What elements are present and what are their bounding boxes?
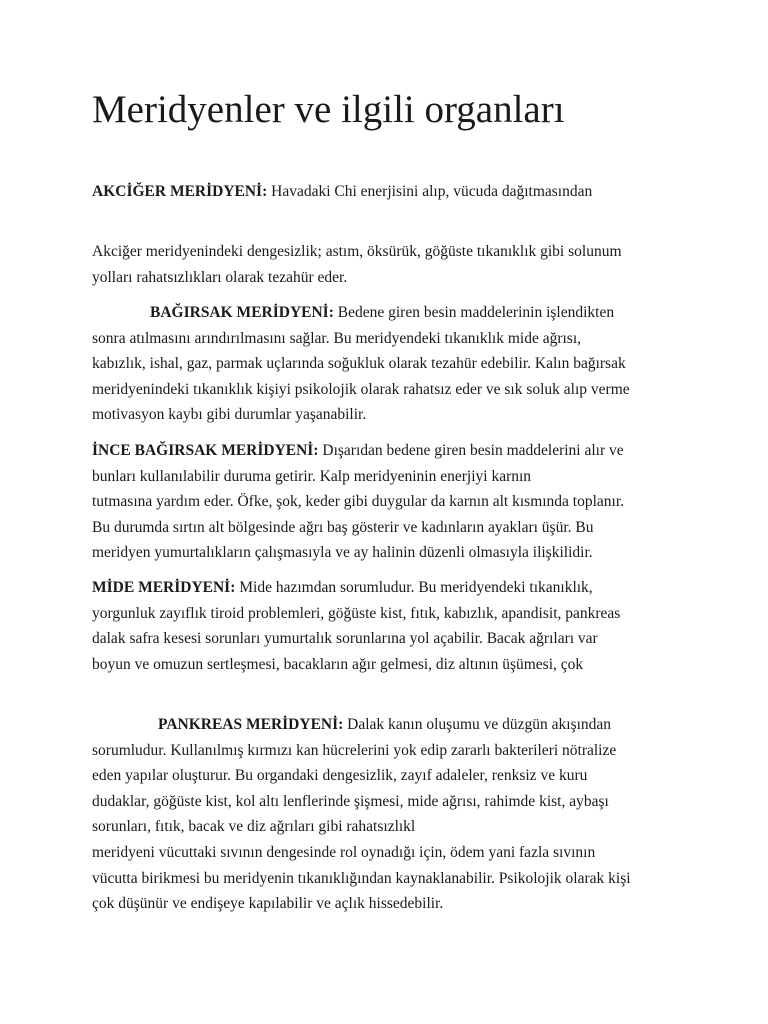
mide-line-1 (92, 575, 682, 601)
bagirsak-line-4: meridyenindeki tıkanıklık kişiyi psikolojik olarak rahatsız eder ve sık soluk alıp verme (92, 380, 630, 398)
mide-paragraph (92, 575, 682, 677)
pankreas-line-6: meridyeni vücuttaki sıvının dengesinde rol oynadığı için, ödem yani fazla sıvının (92, 843, 596, 861)
akciger-detail-paragraph (92, 239, 682, 290)
pankreas-line-3: eden yapılar oluşturur. Bu organdaki dengesizlik, zayıf adaleler, renksiz ve kuru (92, 767, 588, 785)
akciger-detail-line-2: yolları rahatsızlıkları olarak tezahür eder. (92, 268, 348, 286)
pankreas-heading: PANKREAS MERİDYENİ: (158, 716, 344, 733)
pankreas-paragraph (92, 712, 682, 917)
mide-line-4: boyun ve omuzun sertleşmesi, bacakların ağır gelmesi, diz altının üşümesi, çok (92, 655, 584, 673)
pankreas-line-4: dudaklar, göğüste kist, kol altı lenflerinde şişmesi, mide ağrısı, rahimde kist, aybaşı (92, 792, 609, 810)
bagirsak-heading: BAĞIRSAK MERİDYENİ: (150, 304, 334, 321)
ince-bagirsak-line-1 (92, 438, 682, 464)
mide-line-3: dalak safra kesesi sorunları yumurtalık sorunlarına yol açabilir. Bacak ağrıları var (92, 630, 598, 648)
page-title: Meridyenler ve ilgili organları (92, 88, 565, 131)
ince-bagirsak-line-2: bunları kullanılabilir duruma getirir. Kalp meridyeninin enerjiyi karnın (92, 467, 532, 485)
ince-bagirsak-line-5: meridyen yumurtalıkların çalışmasıyla ve ay halinin düzenli olmasıyla ilişkilidir. (92, 544, 593, 562)
pankreas-text: Dalak kanın oluşumu ve düzgün akışından (343, 716, 612, 733)
bagirsak-text: Bedene giren besin maddelerinin işlendikten (333, 304, 615, 321)
pankreas-line-5: sorunları, fıtık, bacak ve diz ağrıları gibi rahatsızlıkl (92, 818, 416, 836)
pankreas-line-2: sorumludur. Kullanılmış kırmızı kan hücrelerini yok edip zararlı bakterileri nötralize (92, 741, 617, 759)
pankreas-line-1 (92, 712, 682, 738)
ince-bagirsak-text: Dışarıdan bedene giren besin maddelerini alır ve (318, 442, 624, 459)
akciger-line (92, 179, 682, 205)
bagirsak-line-5: motivasyon kaybı gibi durumlar yaşanabilir. (92, 406, 367, 424)
pankreas-line-8: çok düşünür ve endişeye kapılabilir ve açlık hissedebilir. (92, 895, 444, 913)
bagirsak-line-1 (92, 300, 682, 326)
akciger-detail-line-1: Akciğer meridyenindeki dengesizlik; astım, öksürük, göğüste tıkanıklık gibi solunum (92, 243, 622, 260)
bagirsak-line-2: sonra atılmasını arındırılmasını sağlar. Bu meridyendeki tıkanıklık mide ağrısı, (92, 329, 582, 347)
bagirsak-paragraph (92, 300, 682, 428)
akciger-heading: AKCİĞER MERİDYENİ: (92, 183, 268, 200)
akciger-paragraph (92, 179, 682, 205)
mide-heading: MİDE MERİDYENİ: (92, 579, 236, 596)
ince-bagirsak-line-4: Bu durumda sırtın alt bölgesinde ağrı baş gösterir ve kadınların ayakları üşür. Bu (92, 518, 594, 536)
ince-bagirsak-paragraph (92, 438, 682, 566)
mide-line-2: yorgunluk zayıflık tiroid problemleri, göğüste kist, fıtık, kabızlık, apandisit, pankreas (92, 604, 621, 622)
ince-bagirsak-line-3: tutmasına yardım eder. Öfke, şok, keder gibi duygular da karnın alt kısmında toplanır. (92, 493, 625, 511)
akciger-text: Havadaki Chi enerjisini alıp, vücuda dağıtmasından (267, 183, 593, 200)
mide-text: Mide hazımdan sorumludur. Bu meridyendeki tıkanıklık, (235, 579, 593, 596)
ince-bagirsak-heading: İNCE BAĞIRSAK MERİDYENİ: (92, 442, 319, 459)
bagirsak-line-3: kabızlık, ishal, gaz, parmak uçlarında soğukluk olarak tezahür edebilir. Kalın bağırsak (92, 355, 626, 373)
pankreas-line-7: vücutta birikmesi bu meridyenin tıkanıklığından kaynaklanabilir. Psikolojik olarak kişi (92, 869, 631, 887)
